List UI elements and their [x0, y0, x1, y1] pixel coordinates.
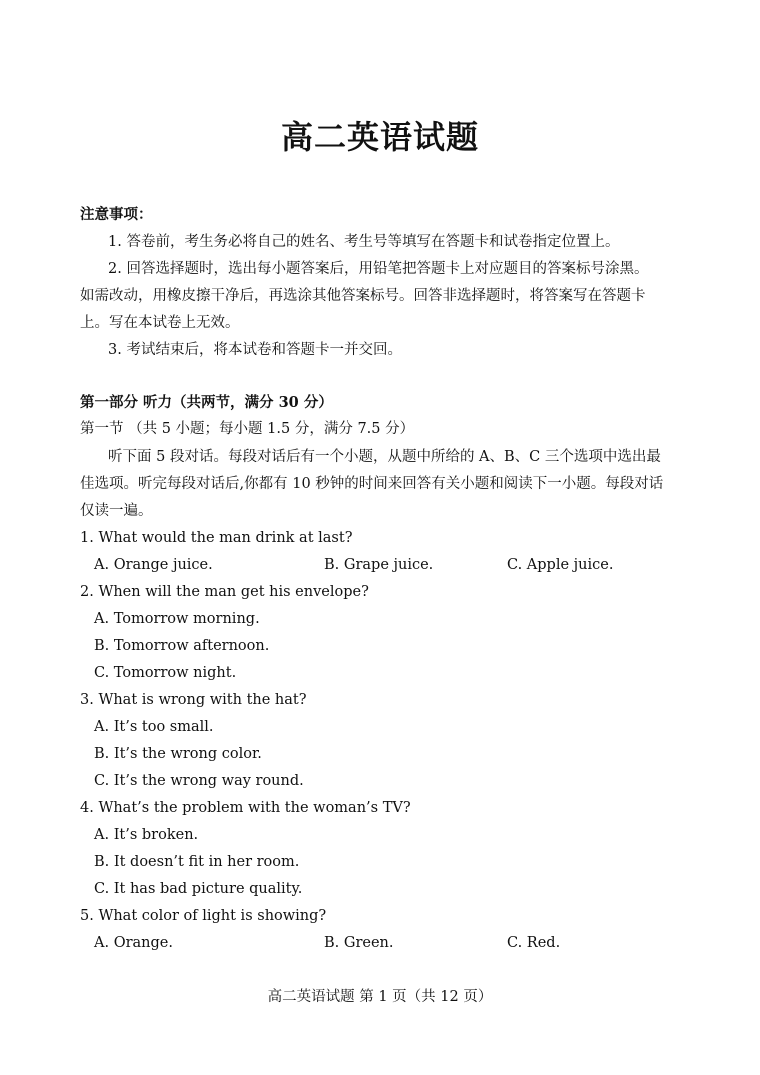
page-title: 高二英语试题	[280, 118, 479, 156]
page-footer: 高二英语试题 第 1 页（共 12 页）	[267, 989, 493, 1005]
q5-option-a: A. Orange.	[94, 935, 173, 951]
q4-option-c: C. It has bad picture quality.	[94, 881, 303, 897]
q2-option-b: B. Tomorrow afternoon.	[94, 638, 270, 654]
notice-heading: 注意事项：	[80, 206, 153, 223]
q5-option-c: C. Red.	[507, 935, 561, 951]
q3-option-a: A. It’s too small.	[94, 719, 214, 735]
q3-option-b: B. It’s the wrong color.	[94, 746, 262, 762]
notice-item-3: 3. 考试结束后，将本试卷和答题卡一并交回。	[108, 342, 402, 358]
section1-heading: 第一节 （共 5 小题；每小题 1.5 分，满分 7.5 分）	[80, 421, 415, 437]
question-3: 3. What is wrong with the hat?	[80, 692, 307, 708]
q1-option-a: A. Orange juice.	[94, 557, 213, 573]
q1-option-b: B. Grape juice.	[324, 557, 434, 573]
q1-option-c: C. Apple juice.	[507, 557, 614, 573]
question-2: 2. When will the man get his envelope?	[80, 584, 369, 600]
q2-option-c: C. Tomorrow night.	[94, 665, 237, 681]
instructions-line-2: 佳选项。听完每段对话后,你都有 10 秒钟的时间来回答有关小题和阅读下一小题。每段对话	[80, 476, 664, 492]
q5-option-b: B. Green.	[324, 935, 394, 951]
notice-item-2-cont-1: 如需改动，用橡皮擦干净后，再选涂其他答案标号。回答非选择题时，将答案写在答题卡	[80, 288, 646, 304]
q4-option-a: A. It’s broken.	[94, 827, 199, 843]
question-5: 5. What color of light is showing?	[80, 908, 327, 924]
question-4: 4. What’s the problem with the woman’s TV?	[80, 800, 411, 816]
instructions-line-3: 仅读一遍。	[80, 503, 153, 519]
notice-item-2-cont-2: 上。写在本试卷上无效。	[80, 315, 240, 331]
instructions-line-1: 听下面 5 段对话。每段对话后有一个小题，从题中所给的 A、B、C 三个选项中选出最	[108, 449, 661, 465]
q2-option-a: A. Tomorrow morning.	[94, 611, 260, 627]
q4-option-b: B. It doesn’t fit in her room.	[94, 854, 300, 870]
question-1: 1. What would the man drink at last?	[80, 530, 353, 546]
part1-heading: 第一部分 听力（共两节，满分 30 分）	[80, 394, 333, 411]
q3-option-c: C. It’s the wrong way round.	[94, 773, 304, 789]
notice-item-1: 1. 答卷前，考生务必将自己的姓名、考生号等填写在答题卡和试卷指定位置上。	[108, 234, 620, 250]
notice-item-2: 2. 回答选择题时，选出每小题答案后，用铅笔把答题卡上对应题目的答案标号涂黑。	[108, 261, 649, 277]
